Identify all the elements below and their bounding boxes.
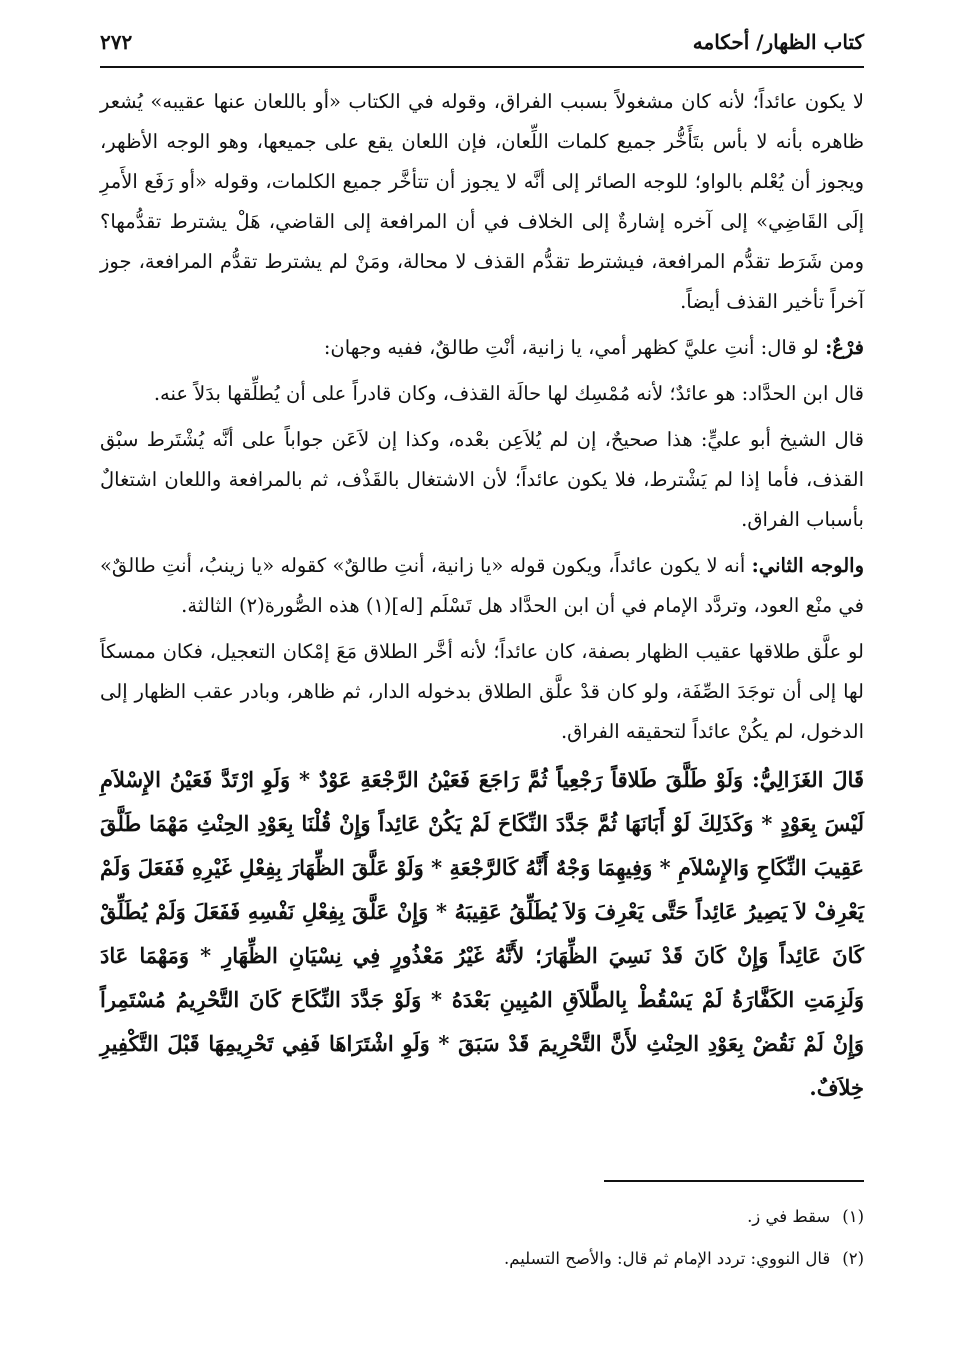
page-number: ٢٧٢ <box>100 30 133 54</box>
footnote <box>100 1200 864 1234</box>
paragraph-5-text: أنه لا يكون عائداً، ويكون قوله «يا زانية، أنتِ طالقٌ» كقوله «يا زينبُ، أنتِ طالقٌ» في منْع العود، وتردَّد الإمام في أن ابن الحدَّاد هل تَسْلَم [له](١) هذه الصُّورة(٢) الثالثة. <box>100 554 864 617</box>
paragraph-5 <box>100 546 864 626</box>
paragraph-2 <box>100 328 864 368</box>
paragraph-6: لو علَّق طلاقها عقيب الظهار بصفة، كان عائداً؛ لأنه أخَّر الطلاق مَعَ إمْكان التعجيل، فكان ممسكاً لها إلى أن توجَدَ الصِّفَة، ولو كان قدْ علَّق الطلاق بدخوله الدار، ثم ظاهر، وبادر عقب الظهار إلى الدخول، لم يكُنْ عائداً لتحقيقه الفراق. <box>100 640 864 743</box>
header-title: كتاب الظهار/ أحكامه <box>692 30 864 54</box>
footnotes <box>100 1200 864 1284</box>
footnote-divider <box>604 1180 864 1182</box>
paragraph-1: لا يكون عائداً؛ لأنه كان مشغولاً بسبب الفراق، وقوله في الكتاب «أو باللعان عنها عقيبه» يُشعر ظاهره بأنه لا بأس بتَأَخُّر جميع كلمات اللِّعان، فإن اللعان يقع على جميعها، وهو الوجه الأظهر، ويجوز أن يُعْلم بالواو؛ للوجه الصائر إلى أنَّه لا يجوز أن تتأخَّر جميع الكلمات، وقوله «أو رَفَع الأَمرِ إلَى القَاضِي» إلى آخره إشارةٌ إلى الخلاف في أن المرافعة إلى القاضي، هَلْ يشترط تقدُّمها؟ ومن شَرَط تقدُّم المرافعة، فيشترط تقدُّم القذف لا محالة، ومَنْ لم يشترط تقدُّم المرافعة، جوز آخراً تأخير القذف أيضاً. <box>100 90 864 313</box>
body-text <box>100 82 864 1116</box>
paragraph-2-text: لو قال: أنتِ عليَّ كظهر أمي، يا زانية، أنْتِ طالقٌ، ففيه وجهان: <box>323 336 819 359</box>
footnote-text: قال النووي: تردد الإمام ثم قال: والأصح التسليم. <box>503 1249 831 1268</box>
header-divider <box>100 66 864 68</box>
running-header <box>100 22 864 62</box>
paragraph-2-lead: فرْعٌ: <box>825 336 864 359</box>
paragraph-3: قال ابن الحدَّاد: هو عائدٌ؛ لأنه مُمْسِك لها حالَة القذف، وكان قادراً على أن يُطلِّقها بدَلاً عنه. <box>153 382 864 405</box>
quoted-matn: قَالَ الغَزَالِيُّ: وَلَوْ طَلَّقَ طَلاقاً رَجْعِياً ثُمَّ رَاجَعَ فَعَيْنُ الرَّجْعَةِ عَوْدٌ * وَلَوِ ارْتَدَّ فَعَيْنُ الإِسْلاَمِ لَيْسَ بِعَوْدٍ * وَكَذَلِكَ لَوْ أَبَانَهَا ثُمَّ جَدَّدَ النِّكَاحَ لَمْ يَكُنْ عَائِداً وَإِنْ قُلْنَا بِعَوْدِ الحِنْثِ مَهْمَا طَلَّقَ عَقِيبَ النِّكَاحِ وَالإِسْلاَمِ * وَفِيهِمَا وَجْهٌ أَنَّهُ كَالرَّجْعَةِ * وَلَوْ عَلَّقَ الظِّهَارَ بِفِعْلِ غَيْرِهِ فَفَعَلَ وَلَمْ يَعْرِفْ لاَ يَصِيرُ عَائِداً حَتَّى يَعْرِفَ وَلاَ يُطَلِّقُ عَقِيبَهُ * وَإِنْ عَلَّقَ بِفِعْلِ نَفْسِهِ فَفَعَلَ وَلَمْ يُطَلِّقْ كَانَ عَائِداً وَإِنْ كَانَ قَدْ نَسِيَ الظِّهَارَ؛ لأَنَّهُ غَيْرُ مَعْذُورٍ فِي نِسْيَانِ الظِّهَارِ * وَمَهْمَا عَادَ وَلَزِمَتِ الكَفَّارَةُ لَمْ يَسْقُطْ بِالطَّلاَقِ المُبِينِ بَعْدَهُ * وَلَوْ جَدَّدَ النِّكَاحَ كَانَ التَّحْرِيمُ مُسْتَمِراً وَإِنْ لَمْ نَقُضْ بِعَوْدِ الحِنْثِ لأَنَّ التَّحْرِيمَ قَدْ سَبَقَ * وَلَوِ اشْتَرَاهَا فَفِي تَحْرِيمِهَا قَبْلَ التَّكْفِيرِ خِلاَفٌ. <box>100 767 864 1100</box>
footnote-number: (١) <box>842 1207 864 1226</box>
footnote-number: (٢) <box>842 1249 864 1268</box>
footnote-text: سقط في ز. <box>747 1207 831 1226</box>
footnote <box>100 1242 864 1276</box>
paragraph-5-lead: والوجه الثاني: <box>751 554 865 577</box>
paragraph-4: قال الشيخ أبو عليٍّ: هذا صحيحٌ، إن لم يُلاَعِن بعْده، وكذا إن لاَعَن جواباً على أنَّه يُشْتَرط سبْق القذف، فأما إذا لم يَشْترط، فلا يكون عائداً؛ لأن الاشتغال بالقَذْف، ثم بالمرافعة واللعان اشتغالٌ بأسباب الفراق. <box>100 428 864 531</box>
